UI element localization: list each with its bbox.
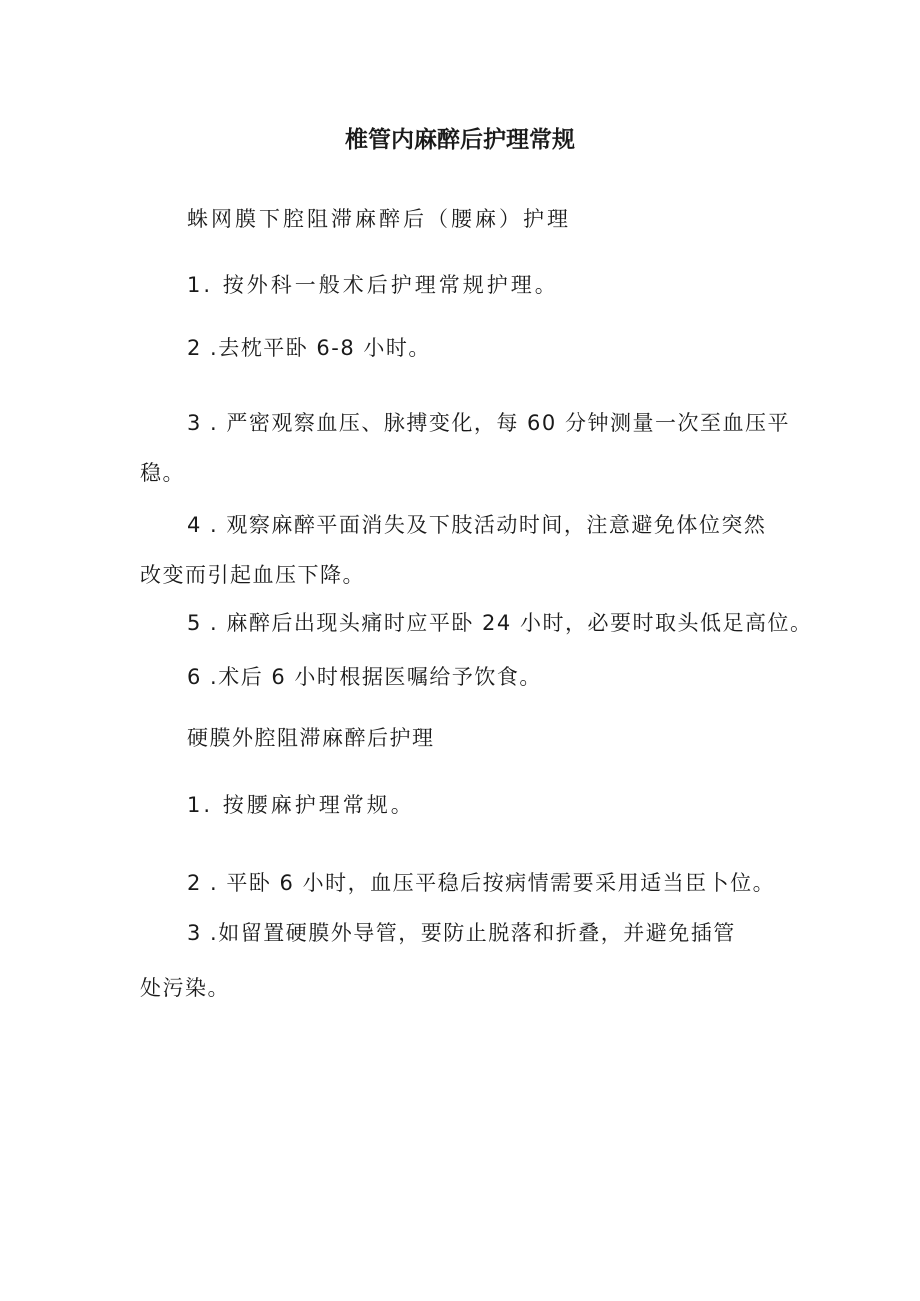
spinal-item-2: 2 .去枕平卧 6-8 小时。 (187, 336, 431, 360)
spinal-item-1: 1. 按外科一般术后护理常规护理。 (187, 273, 559, 297)
epidural-item-3-cont: 处污染。 (140, 976, 230, 1000)
epidural-item-2: 2 . 平卧 6 小时，血压平稳后按病情需要采用适当臣卜位。 (187, 871, 776, 895)
spinal-item-6: 6 .术后 6 小时根据医嘱给予饮食。 (187, 665, 542, 689)
spinal-item-3: 3 . 严密观察血压、脉搏变化，每 60 分钟测量一次至血压平 (187, 411, 790, 435)
document-title: 椎管内麻醉后护理常规 (345, 127, 575, 153)
section-heading-spinal: 蛛网膜下腔阻滞麻醉后（腰麻）护理 (187, 207, 571, 231)
spinal-item-5: 5 . 麻醉后出现头痛时应平卧 24 小时，必要时取头低足高位。 (187, 611, 813, 635)
spinal-item-3-cont: 稳。 (140, 461, 185, 485)
spinal-item-4: 4 . 观察麻醉平面消失及下肢活动时间，注意避免体位突然 (187, 513, 767, 537)
spinal-item-4-cont: 改变而引起血压下降。 (140, 563, 365, 587)
epidural-item-1: 1. 按腰麻护理常规。 (187, 793, 415, 817)
epidural-item-3: 3 .如留置硬膜外导管，要防止脱落和折叠，并避免插管 (187, 921, 736, 945)
section-heading-epidural: 硬膜外腔阻滞麻醉后护理 (187, 726, 435, 750)
